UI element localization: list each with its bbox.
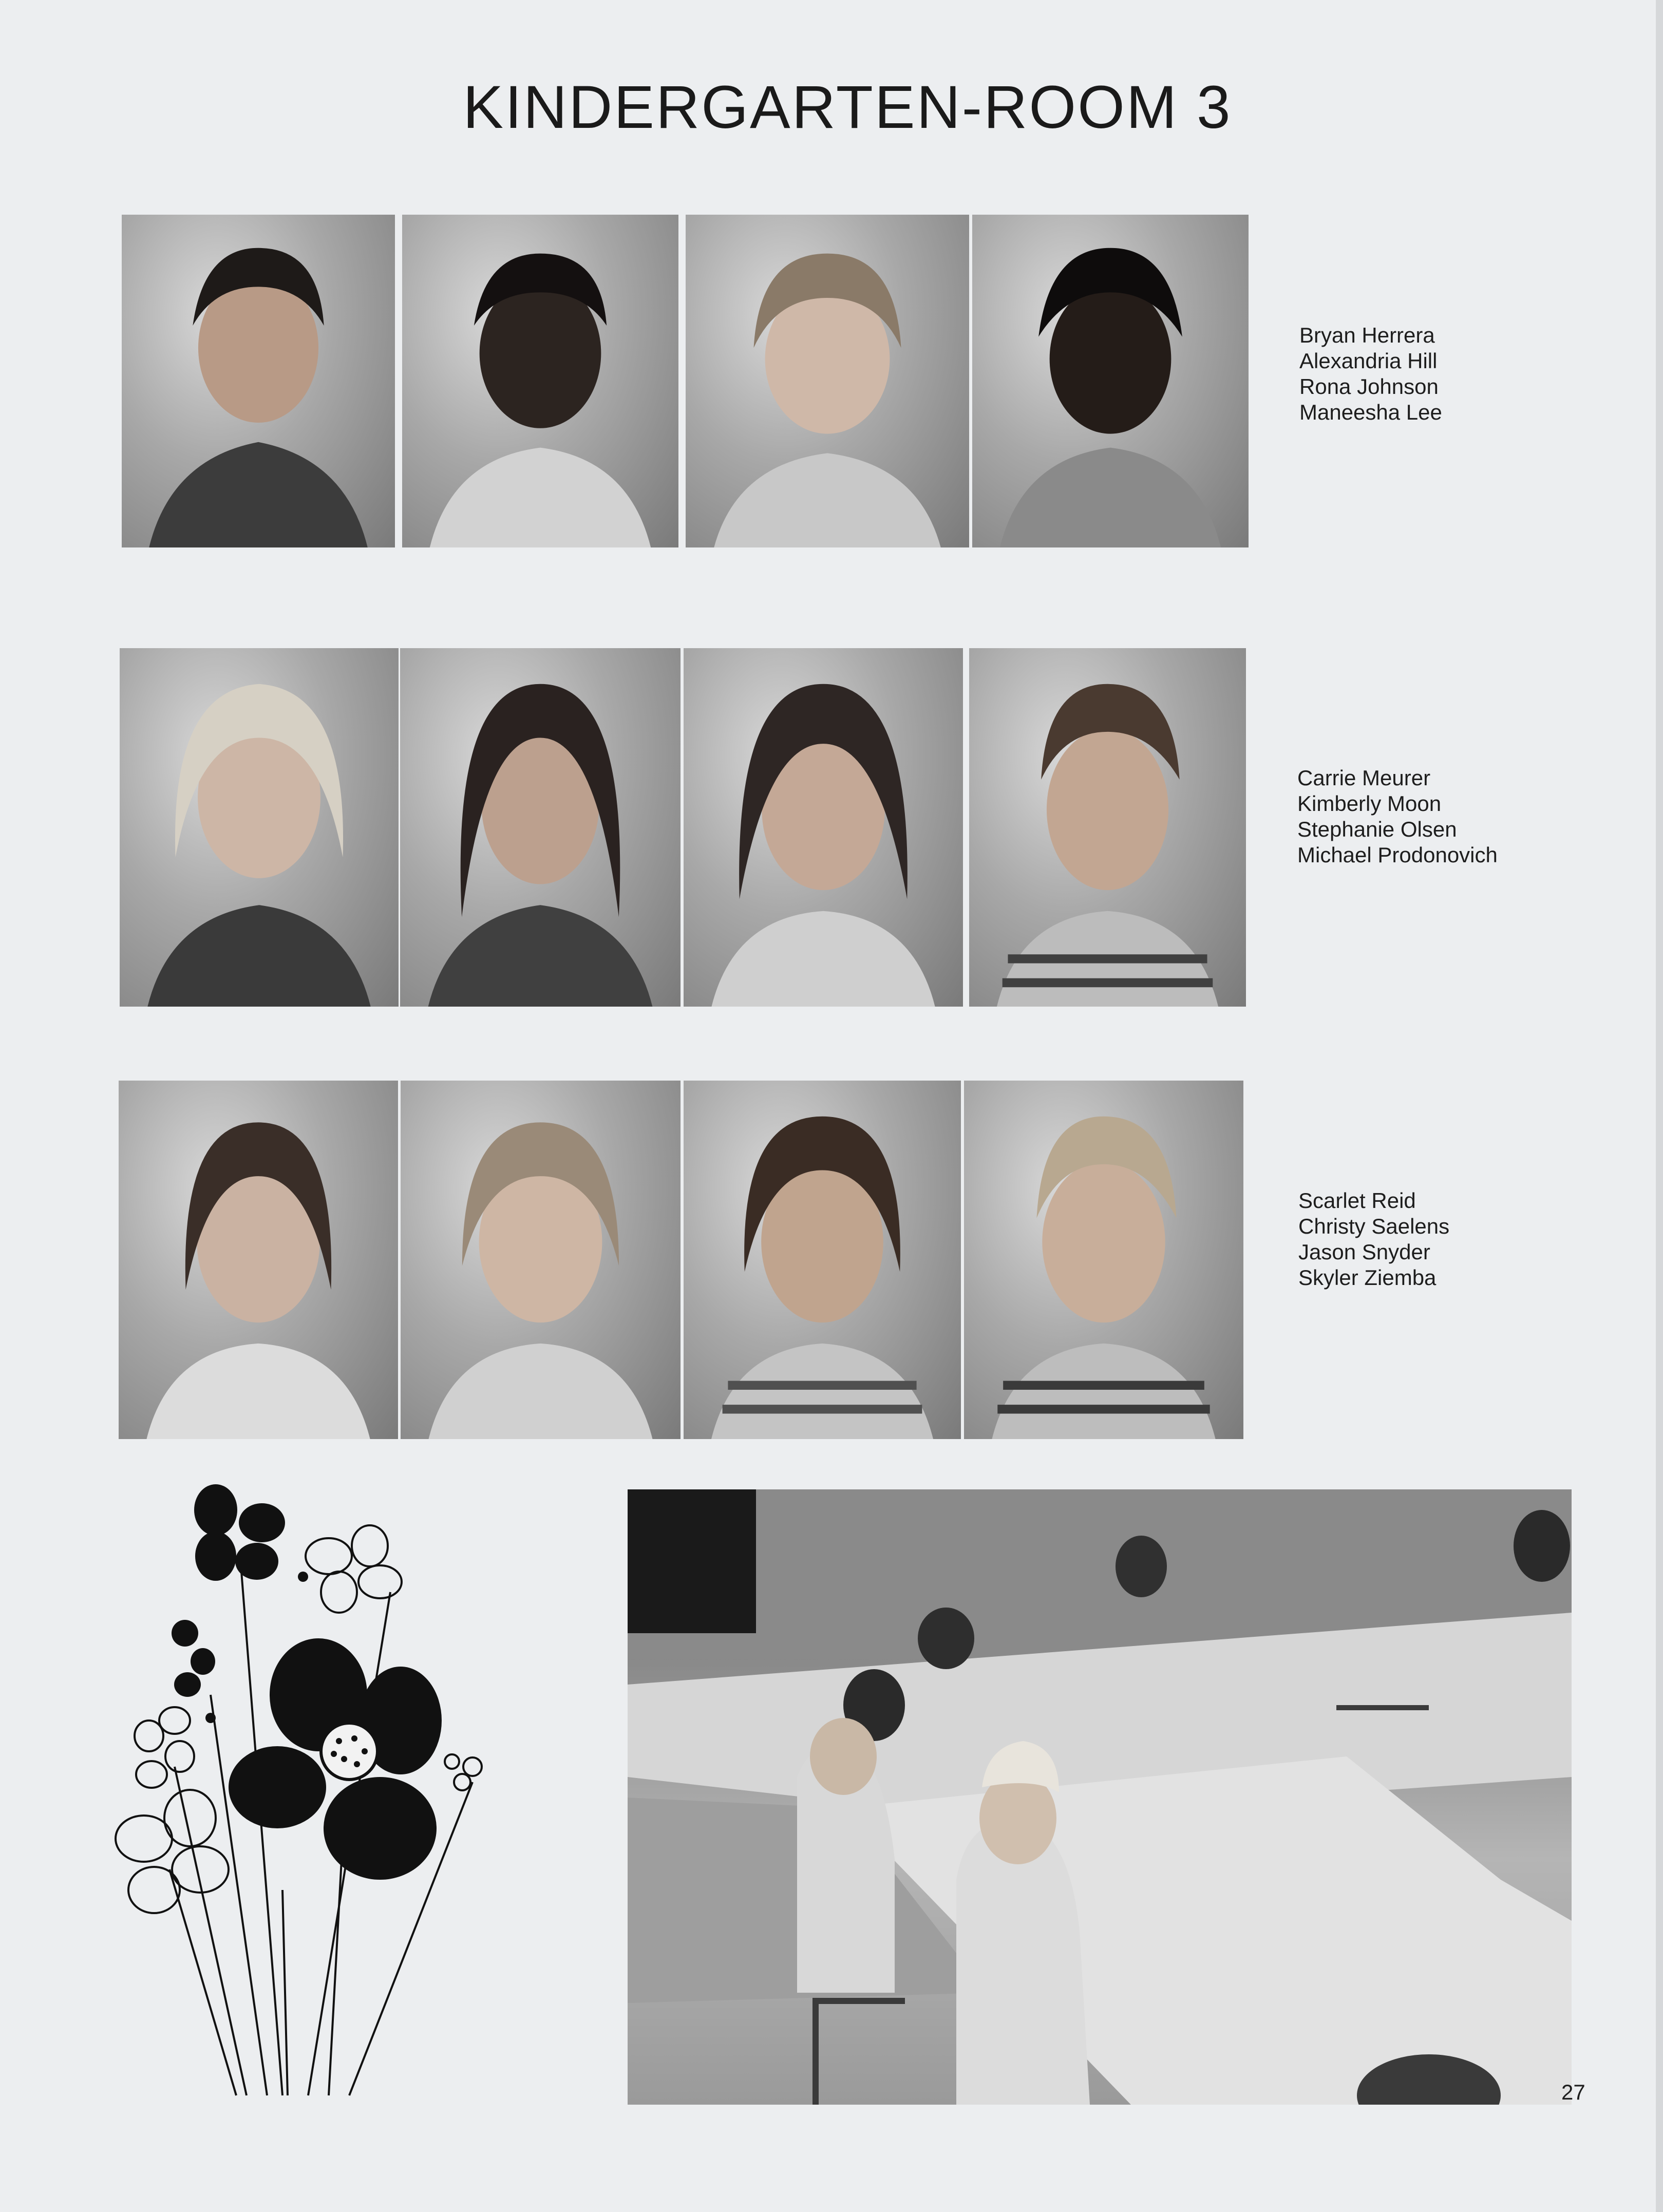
portrait-photo (401, 1081, 681, 1439)
student-name: Skyler Ziemba (1298, 1265, 1437, 1290)
page-number: 27 (1561, 2080, 1585, 2104)
student-name: Alexandria Hill (1299, 349, 1438, 373)
portrait-photo (119, 1081, 398, 1439)
portrait-photo (686, 215, 969, 547)
student-name: Kimberly Moon (1297, 791, 1442, 816)
portrait-photo (972, 215, 1249, 547)
student-names-row-1 (1299, 323, 1442, 425)
student-name: Michael Prodonovich (1297, 843, 1498, 867)
portrait-photo (120, 648, 399, 1007)
portrait-photo (684, 1081, 961, 1439)
student-name: Christy Saelens (1298, 1214, 1450, 1238)
student-name: Rona Johnson (1299, 374, 1439, 399)
student-name: Bryan Herrera (1299, 323, 1435, 347)
student-name: Maneesha Lee (1299, 400, 1442, 424)
student-name: Jason Snyder (1298, 1240, 1430, 1264)
portrait-photo (969, 648, 1246, 1007)
student-names-row-2 (1297, 765, 1498, 868)
student-names-row-3 (1298, 1188, 1449, 1291)
portrait-photo (684, 648, 963, 1007)
portrait-photo (122, 215, 395, 547)
student-name: Scarlet Reid (1298, 1188, 1416, 1213)
flower-illustration (113, 1479, 524, 2111)
portrait-photo (964, 1081, 1243, 1439)
student-name: Stephanie Olsen (1297, 817, 1457, 841)
portrait-photo (402, 215, 678, 547)
student-name: Carrie Meurer (1297, 766, 1431, 790)
classroom-photo (628, 1489, 1572, 2105)
portrait-photo (400, 648, 681, 1007)
page-title: KINDERGARTEN-ROOM 3 (463, 73, 1232, 141)
